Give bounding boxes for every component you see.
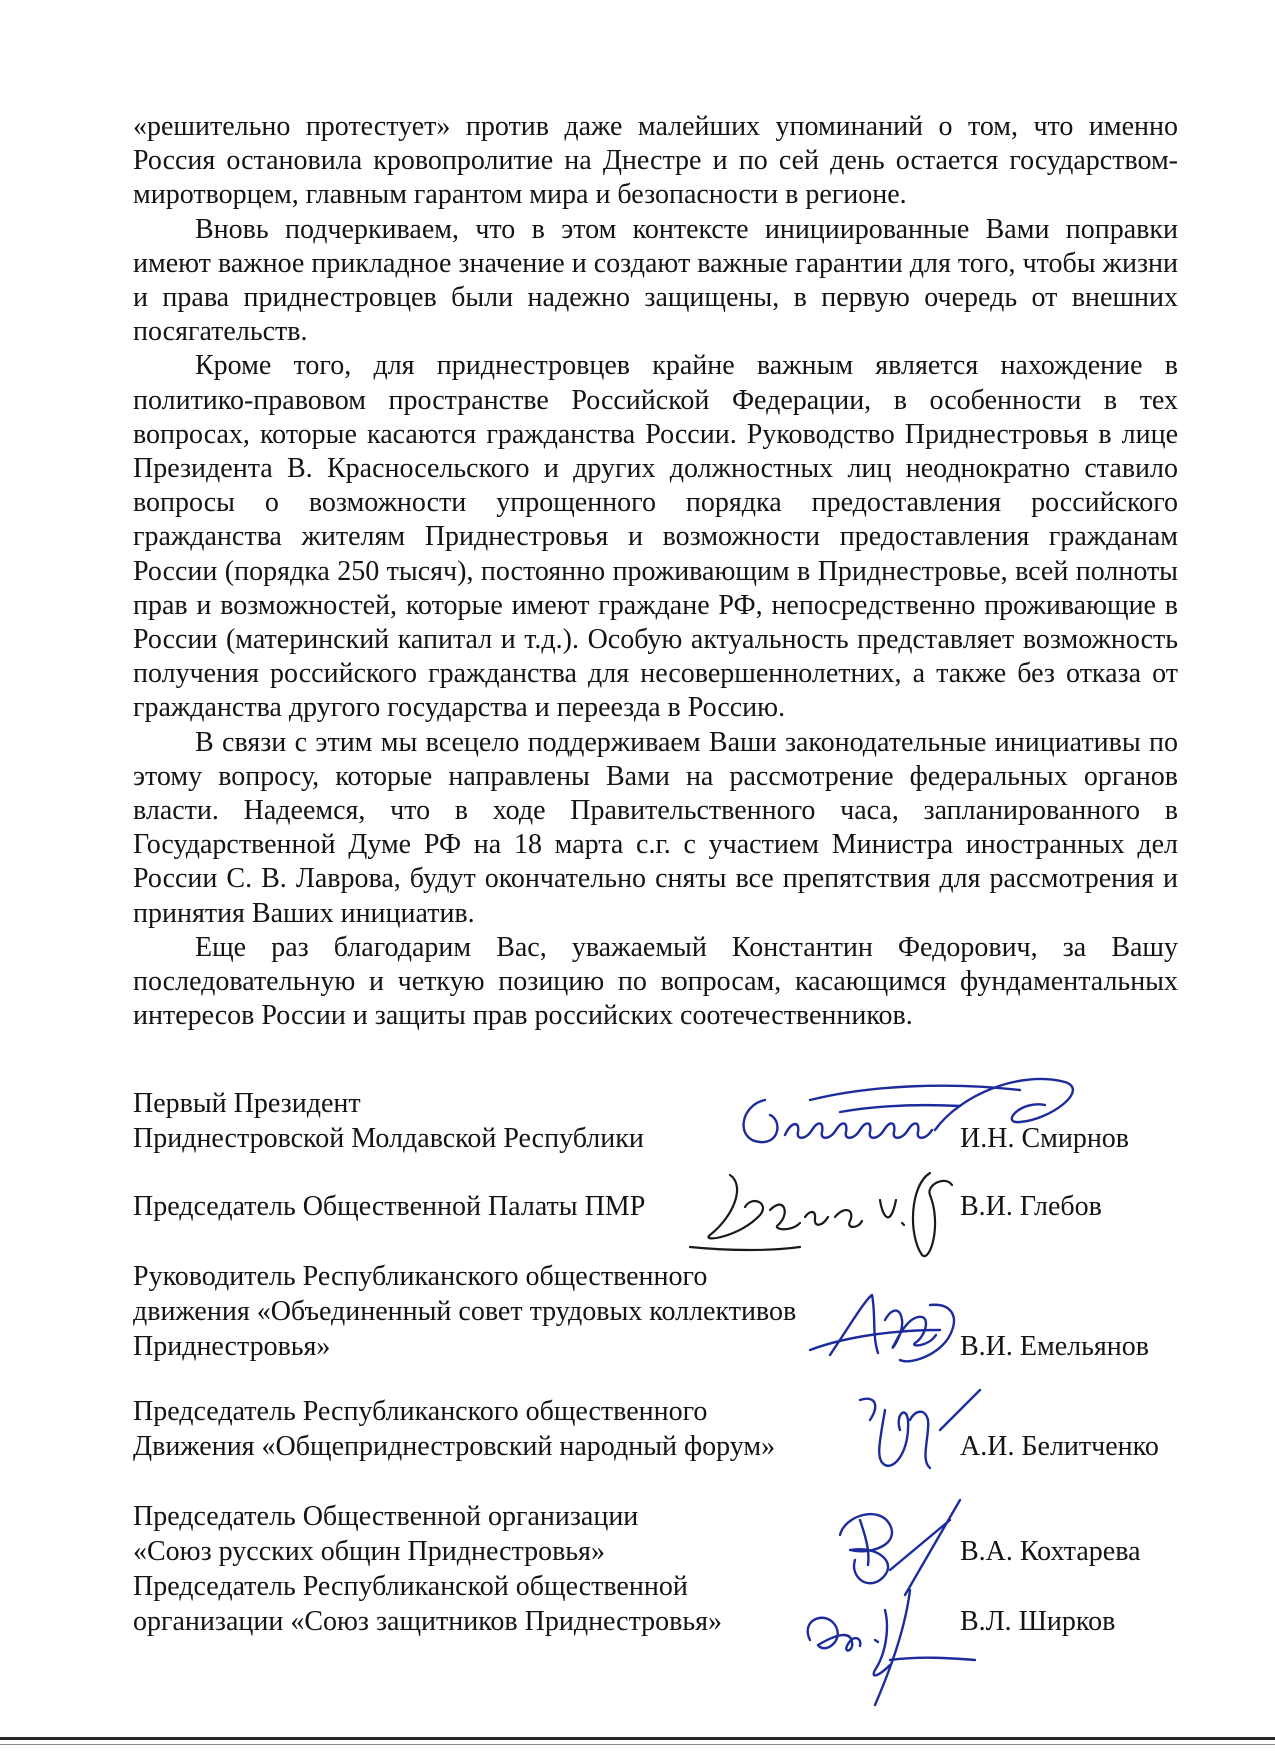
signatory-4-title-line-1: Председатель Республиканского общественного — [133, 1396, 708, 1427]
page-bottom-edge — [0, 1737, 1275, 1740]
signatory-6-title-line-1: Председатель Республиканской общественной — [133, 1571, 688, 1602]
signatory-4-name: А.И. Белитченко — [960, 1431, 1159, 1462]
signatory-4-title-line-2: Движения «Общеприднестровский народный форум» — [133, 1431, 776, 1462]
signature-emelyanov-icon — [790, 1275, 970, 1375]
paragraph-4: В связи с этим мы всецело поддерживаем Ваши законодательные инициативы по этому вопросу, которые направлены Вами на рассмотрение федеральных органов власти. Надеемся, что в ходе Правительственного часа, запланированного в Государственной Думе РФ на 18 марта с.г. с участием Министра иностранных дел России С. В. Лаврова, будут окончательно сняты все препятствия для рассмотрения и принятия Ваших инициатив. — [133, 726, 1178, 929]
signatory-6-title-line-2: организации «Союз защитников Приднестровья» — [133, 1606, 723, 1637]
page-bottom-edge-shadow — [0, 1744, 1275, 1745]
paragraph-3: Кроме того, для приднестровцев крайне важным является нахождение в политико-правовом пространстве Российской Федерации, в особенности в тех вопросах, которые касаются гражданства России. Руководство Приднестровья в лице Президента В. Красносельского и других должностных лиц неоднократно ставило вопросы о возможности упрощенного порядка предоставления российского гражданства жителям Приднестровья и возможности предоставления гражданам России (порядка 250 тысяч), постоянно проживающим в Приднестровье, всей полноты прав и возможностей, которые имеют граждане РФ, непосредственно проживающие в России (материнский капитал и т.д.). Особую актуальность представляет возможность получения российского гражданства для несовершеннолетних, а также без отказа от гражданства другого государства и переезда в Россию. — [133, 350, 1178, 724]
signatory-3-title-line-3: Приднестровья» — [133, 1331, 331, 1362]
signature-glebov-icon — [690, 1155, 980, 1265]
signatory-2-name: В.И. Глебов — [960, 1191, 1102, 1222]
signature-shirkov-icon — [780, 1580, 980, 1710]
signatory-5-title-line-2: «Союз русских общин Приднестровья» — [133, 1536, 605, 1567]
signatory-3-title-line-2: движения «Объединенный совет трудовых коллективов — [133, 1296, 797, 1327]
paragraph-2: Вновь подчеркиваем, что в этом контексте инициированные Вами поправки имеют важное прикладное значение и создают важные гарантии для того, чтобы жизни и права приднестровцев были надежно защищены, в первую очередь от внешних посягательств. — [133, 213, 1178, 348]
signatory-5-name: В.А. Кохтарева — [960, 1536, 1141, 1567]
signature-belitchenko-icon — [840, 1380, 990, 1480]
signatory-3-name: В.И. Емельянов — [960, 1331, 1149, 1362]
signatory-5-title-line-1: Председатель Общественной организации — [133, 1501, 639, 1532]
letter-body — [133, 110, 1178, 1033]
signatory-3-title-line-1: Руководитель Республиканского общественного — [133, 1261, 708, 1292]
signature-smirnov-icon — [720, 1060, 1100, 1170]
signatory-6-name: В.Л. Ширков — [960, 1606, 1116, 1637]
signatory-1-name: И.Н. Смирнов — [960, 1123, 1130, 1154]
signatory-1-title-line-1: Первый Президент — [133, 1088, 361, 1119]
signatory-1-title-line-2: Приднестровской Молдавской Республики — [133, 1123, 644, 1154]
paragraph-5: Еще раз благодарим Вас, уважаемый Константин Федорович, за Вашу последовательную и четкую позицию по вопросам, касающимся фундаментальных интересов России и защиты прав российских соотечественников. — [133, 931, 1178, 1032]
signatory-2-title: Председатель Общественной Палаты ПМР — [133, 1191, 646, 1222]
paragraph-1: «решительно протестует» против даже малейших упоминаний о том, что именно Россия остановила кровопролитие на Днестре и по сей день остается государством-миротворцем, главным гарантом мира и безопасности в регионе. — [133, 111, 1178, 211]
